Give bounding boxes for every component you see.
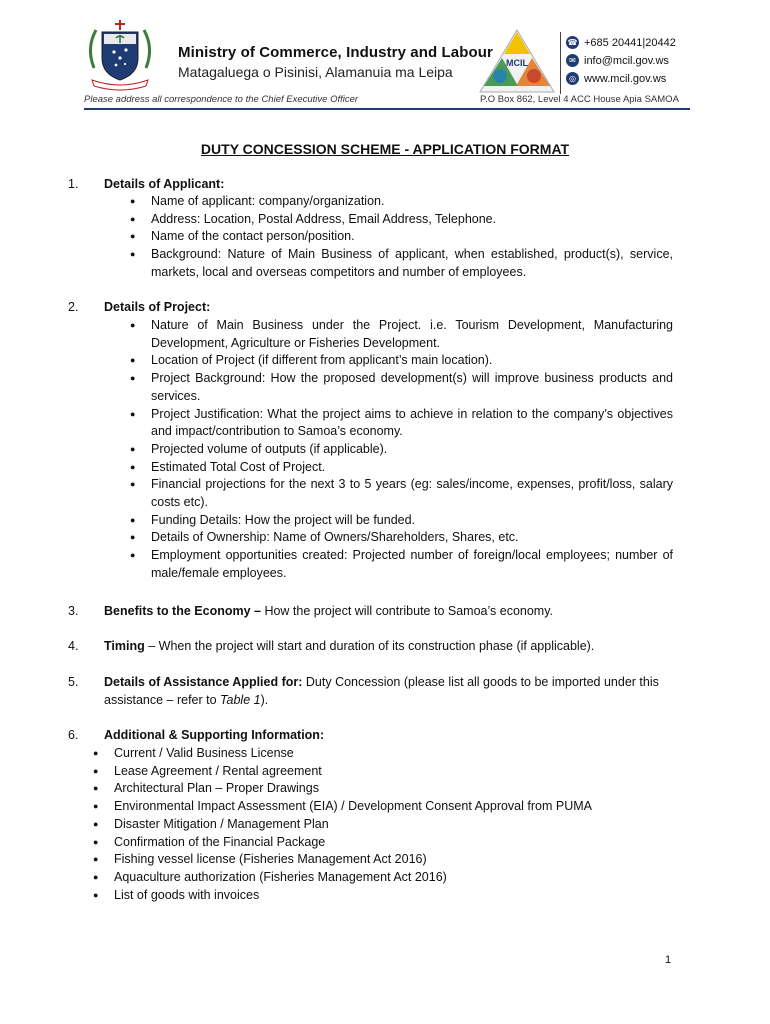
page-number: 1 bbox=[665, 954, 672, 966]
list-item: ● List of goods with invoices bbox=[90, 887, 690, 905]
ministry-name-samoan: Matagaluega o Pisinisi, Alamanuia ma Leipa bbox=[178, 64, 453, 80]
globe-icon: ◎ bbox=[566, 72, 579, 85]
list-item: ● Address: Location, Postal Address, Email Address, Telephone. bbox=[127, 211, 673, 229]
list-item: ● Aquaculture authorization (Fisheries Management Act 2016) bbox=[90, 869, 690, 887]
section-number: 1. bbox=[68, 177, 79, 191]
contact-divider bbox=[560, 32, 561, 94]
list-item: ● Project Background: How the proposed development(s) will improve business products and services. bbox=[127, 370, 673, 405]
section-6-bullet-list bbox=[90, 745, 690, 904]
list-item: ● Projected volume of outputs (if applicable). bbox=[127, 441, 673, 459]
list-item: ● Current / Valid Business License bbox=[90, 745, 690, 763]
section-number: 6. bbox=[68, 728, 79, 742]
document-title: DUTY CONCESSION SCHEME - APPLICATION FORMAT bbox=[200, 141, 570, 157]
list-item: ● Confirmation of the Financial Package bbox=[90, 834, 690, 852]
list-item: ● Financial projections for the next 3 to 5 years (eg: sales/income, expenses, profit/loss, salary costs etc). bbox=[127, 476, 673, 511]
contact-website bbox=[566, 72, 666, 85]
section-3-paragraph: Benefits to the Economy – How the project will contribute to Samoa’s economy. bbox=[104, 604, 554, 618]
section-number: 3. bbox=[68, 604, 79, 618]
list-item: ● Background: Nature of Main Business of applicant, when established, product(s), service, markets, local and overseas competitors and number of employees. bbox=[127, 246, 673, 281]
email-text: info@mcil.gov.ws bbox=[584, 54, 669, 67]
ministry-name: Ministry of Commerce, Industry and Labour bbox=[178, 44, 493, 61]
list-item: ● Estimated Total Cost of Project. bbox=[127, 459, 673, 477]
correspondence-note: Please address all correspondence to the Chief Executive Officer bbox=[84, 94, 359, 105]
phone-icon: ☎ bbox=[567, 38, 578, 47]
mcil-logo-icon bbox=[478, 28, 556, 96]
section-2-bullet-list bbox=[127, 317, 673, 583]
website-text: www.mcil.gov.ws bbox=[584, 72, 667, 85]
list-item: ● Location of Project (if different from applicant’s main location). bbox=[127, 352, 673, 370]
section-number: 2. bbox=[68, 300, 79, 314]
section-heading: Details of Project: bbox=[104, 300, 211, 314]
list-item: ● Name of the contact person/position. bbox=[127, 228, 673, 246]
list-item: ● Environmental Impact Assessment (EIA) / Development Consent Approval from PUMA bbox=[90, 798, 690, 816]
list-item: ● Architectural Plan – Proper Drawings bbox=[90, 780, 690, 798]
section-number: 5. bbox=[68, 675, 79, 689]
list-item: ● Employment opportunities created: Projected number of foreign/local employees; number of male/female employees. bbox=[127, 547, 673, 582]
section-5-paragraph: Details of Assistance Applied for: Duty Concession (please list all goods to be imported under this assistance – refer to Table 1). bbox=[104, 675, 659, 707]
email-icon: ✉ bbox=[566, 54, 579, 67]
contact-email bbox=[566, 54, 669, 67]
list-item: ● Disaster Mitigation / Management Plan bbox=[90, 816, 690, 834]
section-4-paragraph: Timing – When the project will start and duration of its construction phase (if applicable). bbox=[104, 639, 595, 653]
contact-phone bbox=[566, 36, 676, 49]
list-item: ● Project Justification: What the project aims to achieve in relation to the company’s objectives and impact/contribution to Samoa’s economy. bbox=[127, 406, 673, 441]
list-item: ● Name of applicant: company/organization. bbox=[127, 193, 673, 211]
section-1-bullet-list bbox=[127, 193, 673, 282]
mcil-logo-text: MCIL bbox=[506, 58, 528, 68]
list-item: ● Lease Agreement / Rental agreement bbox=[90, 763, 690, 781]
header-divider bbox=[84, 108, 690, 110]
list-item: ● Funding Details: How the project will be funded. bbox=[127, 512, 673, 530]
list-item: ● Details of Ownership: Name of Owners/Shareholders, Shares, etc. bbox=[127, 529, 673, 547]
phone-text: +685 20441|20442 bbox=[584, 36, 676, 49]
list-item: ● Nature of Main Business under the Project. i.e. Tourism Development, Manufacturing Development, Agriculture or Fisheries Development. bbox=[127, 317, 673, 352]
samoa-coat-of-arms-icon bbox=[84, 18, 156, 92]
postal-address: P.O Box 862, Level 4 ACC House Apia SAMOA bbox=[480, 94, 679, 105]
section-heading: Details of Applicant: bbox=[104, 177, 225, 191]
section-heading: Additional & Supporting Information: bbox=[104, 728, 325, 742]
section-number: 4. bbox=[68, 639, 79, 653]
list-item: ● Fishing vessel license (Fisheries Management Act 2016) bbox=[90, 851, 690, 869]
